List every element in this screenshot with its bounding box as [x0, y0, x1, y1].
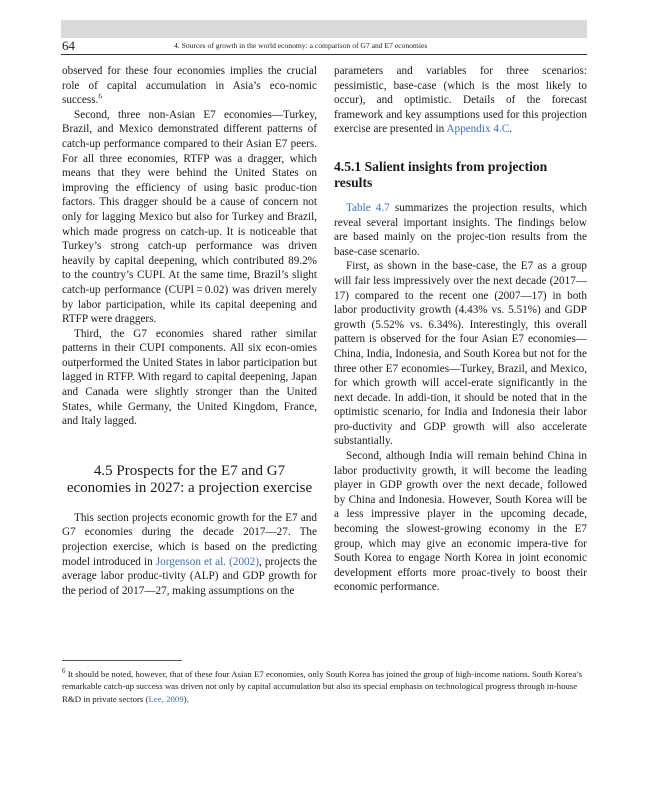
header-rule	[61, 54, 587, 55]
paragraph: parameters and variables for three scenarios: pessimistic, base-case (which is the most likely to occur), and optimistic. Details of the forecast framework and key assumptions used for this projection exercise are presented in Appendix 4.C.	[334, 65, 587, 136]
running-head: 4. Sources of growth in the world economy: a comparison of G7 and E7 economies	[174, 41, 428, 50]
paragraph: observed for these four economies implies the crucial role of capital accumulation in Asia’s eco-nomic success.$^6$	[62, 65, 317, 107]
footnote: $^6$ It should be noted, however, that of these four Asian E7 economies, only South Korea has joined the group of high-income nations. South Korea’s remarkable catch-up success was driven not only by capital accumulation but also its special emphasis on technological progress through in-house R&D in private sectors (Lee, 2009).	[62, 667, 583, 704]
paragraph: This section projects economic growth for the E7 and G7 economies during the decade 2017—27. The projection exercise, which is based on the predicting model introduced in Jorgenson et al. (2002), projects the average labor produc-tivity (ALP) and GDP growth for the period of 2017—27, making assumptions on the	[62, 511, 317, 597]
left-column	[62, 64, 317, 598]
footnote-rule	[62, 660, 182, 661]
paragraph: Second, although India will remain behind China in labor productivity growth, it will become the leading player in GDP growth over the next decade, followed by China and Indonesia. However, South Korea will be a less impressive player in the upcoming decade, becoming the slowest-growing economy in the E7 group, which may give an economic impera-tive for South Korea to engage North Korea in joint economic development efforts more proac-tively to boost their economic performance.	[334, 450, 587, 594]
paragraph: First, as shown in the base-case, the E7 as a group will fair less impressively over the next decade (2017—17) compared to the recent one (2007—17) in both labor productivity growth (4.43% vs. 5.51%) and GDP growth (5.52% vs. 6.34%). Interestingly, this overall pattern is observed for the four Asian E7 economies—China, India, Indonesia, and South Korea but not for the three other E7 economies—Turkey, Brazil, and Mexico, for which growth will accel-erate significantly in the next decade. In addi-tion, it should be noted that in the optimistic scenario, for India and Indonesia their labor pro-ductivity and GDP growth will also accelerate substantially.	[334, 260, 587, 448]
header-bar	[61, 20, 587, 38]
subsection-heading: 4.5.1 Salient insights from projection results	[334, 158, 548, 190]
paragraph: Third, the G7 economies shared rather similar patterns in their CUPI components. All six econ-omies outperformed the United States in labor participation but lagged in RTFP. With regard to capital deepening, Japan and Canada were slightly stronger than the United States, while Germany, the United Kingdom, France, and Italy lagged.	[62, 327, 317, 428]
citation-link[interactable]: Jorgenson et al. (2002)	[155, 555, 259, 568]
right-column	[334, 64, 587, 595]
citation-link[interactable]: Lee, 2009	[148, 693, 184, 704]
appendix-link[interactable]: Appendix 4.C	[446, 123, 510, 136]
paragraph: Table 4.7 summarizes the projection results, which reveal several important insights. The findings below are based mainly on the projec-tion results from the base-case scenario.	[334, 201, 588, 258]
paragraph: Second, three non-Asian E7 economies—Turkey, Brazil, and Mexico demonstrated different patterns of catch-up performance compared to their Asian E7 peers. For all three economies, RTFP was a dragger, which means that they were behind the United States on improving the efficiency of using basic produc-tion factors. This dragger should be a cause of concern not only for lagging Mexico but also for Turkey and Brazil, which made progress on catch-up. It is noticeable that Turkey’s strong catch-up performance was driven heavily by capital deepening, which contributed 89.2% to the country’s CUPI. At the same time, Brazil’s slight catch-up performance (CUPI = 0.02) was driven merely by labor participation, while its capital deepening and RTFP were draggers.	[62, 108, 317, 326]
table-link[interactable]: Table 4.7	[346, 201, 390, 214]
section-heading: 4.5 Prospects for the E7 and G7 economies in 2027: a projection exercise	[66, 462, 313, 496]
footnote-ref[interactable]: 6	[98, 92, 102, 101]
page-number: 64	[62, 38, 75, 53]
footnote-marker: 6	[62, 667, 66, 676]
